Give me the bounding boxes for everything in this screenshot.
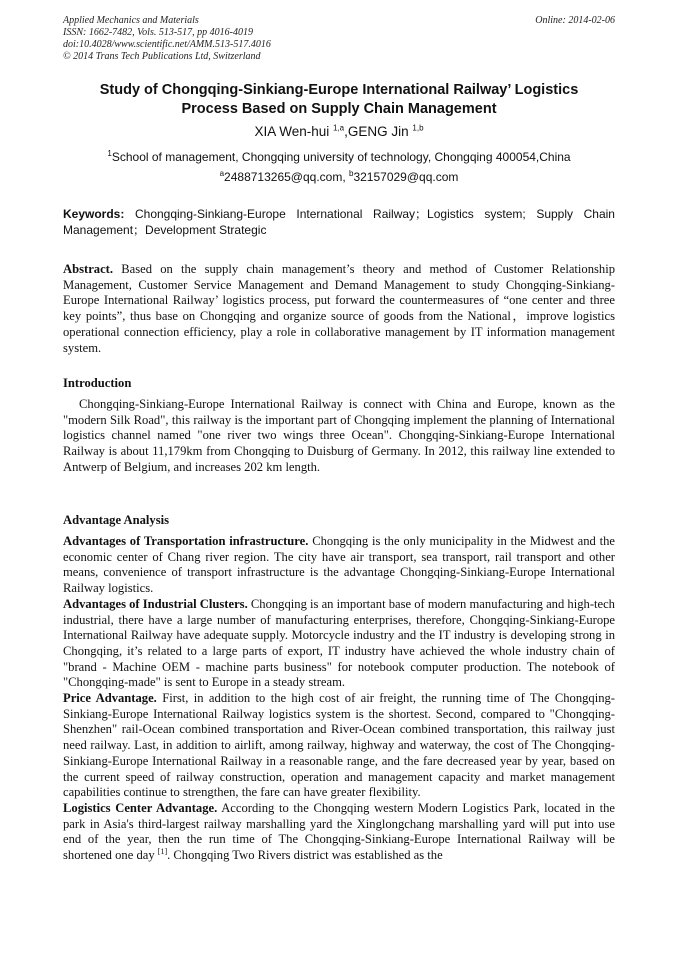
author-2-sup: 1,b [412,123,424,133]
advantage-text: According to the Chongqing western Modern Logistics Park, located in the park in Asia's third-largest railway marshalling yard the Xinglongchang marshalling yard will put into use end of the year, then the run time of The Chongqing-Sinkiang-Europe International Railway will be shortened one day [63,800,615,863]
abstract-block [63,262,615,356]
email-b-sup: b [349,169,354,178]
advantage-section [63,534,615,864]
advantage-paragraph [63,534,615,597]
author-2: GENG Jin [347,124,409,139]
journal-name: Applied Mechanics and Materials [63,15,199,26]
advantage-label: Price Advantage. [63,691,157,706]
author-1-sup: 1,a [333,123,345,133]
issn-line: ISSN: 1662-7482, Vols. 513-517, pp 4016-4019 [63,27,253,38]
affiliation: School of management, Chongqing university of technology, Chongqing 400054,China [111,150,571,164]
paper-title [63,81,615,119]
email-a-sup: a [219,169,225,178]
abstract-text: Based on the supply chain management’s theory and method of Customer Relationship Management, Customer Service Management and Demand Management to study Chongqing-Sinkiang-Europe International Railway’ logistics process, put forward the countermeasures of “one center and three key points”, thus base on Chongqing and organize source of goods from the National，improve logistics operational connection efficiency, play a role in collaborative management by IT information management system. [63,262,615,355]
doi-line: doi:10.4028/www.scientific.net/AMM.513-517.4016 [63,39,271,50]
affiliation-sup: 1 [107,149,112,158]
title-line-1: Study of Chongqing-Sinkiang-Europe International Railway’ Logistics [99,82,579,98]
keywords-block [63,206,615,238]
advantage-paragraph [63,801,615,864]
advantage-paragraph [63,597,615,691]
online-date: Online: 2014-02-06 [535,15,615,26]
keywords-label: Keywords: [63,207,125,221]
email-separator: , [342,170,349,184]
advantage-text: Chongqing is the only municipality in the Midwest and the economic center of Chang river region. The city have air transport, sea transport, rail transport and other means, convenience of transport infrastructure is the advantage Chongqing-Sinkiang-Europe International Railway logistics. [63,534,615,596]
email-a: 2488713265@qq.com [224,170,343,184]
citation-ref: [1] [157,846,168,856]
advantage-label: Logistics Center Advantage. [63,800,218,815]
author-1: XIA Wen-hui [254,124,330,139]
keywords-text: Chongqing-Sinkiang-Europe International Railway；Logistics system; Supply Chain Management；Development Strategic [63,207,615,237]
author-separator: , [344,124,348,139]
email-line [63,170,615,184]
introduction-heading: Introduction [63,376,132,390]
advantage-text: First, in addition to the high cost of air freight, the running time of The Chongqing-Sinkiang-Europe International Railway logistics system is the shortest. Second, compared to "Chongqing-Shenzhen" rail-Ocean combined transportation and River-Ocean combined transportation, this railway just need railway. Last, in addition to airlift, among railway, highway and waterway, the cost of The Chongqing-Sinkiang-Europe International Railway in a reasonable range, and the fare decreased year by year, based on the current speed of railway construction, operation and management capacity and market management capabilities continue to strengthen, the fare can have greater flexibility. [63,691,616,800]
advantage-text-continued: . Chongqing Two Rivers district was established as the [167,848,443,863]
author-line [63,124,615,139]
abstract-label: Abstract. [63,262,114,276]
email-b: 32157029@qq.com [353,170,459,184]
advantage-text: Chongqing is an important base of modern manufacturing and high-tech industrial, there have a large number of manufacturing enterprises, therefore, Chongqing-Sinkiang-Europe International Railway have adequate supply. Motorcycle industry and the IT industry is developing strong in Chongqing, it’s related to a large parts of export, IT industry have achieved the whole industry chain of "brand - Machine OEM - machine parts business" for notebook computer production. The notebook of "Chongqing-made" is sent to Europe in a steady stream. [63,596,615,690]
title-line-2: Process Based on Supply Chain Management [181,101,497,117]
advantage-label: Advantages of Transportation infrastructure. [63,534,309,548]
advantage-paragraph [63,691,615,801]
journal-header [63,15,615,63]
copyright-line: © 2014 Trans Tech Publications Ltd, Switzerland [63,51,261,62]
advantage-label: Advantages of Industrial Clusters. [63,596,248,611]
introduction-paragraph: Chongqing-Sinkiang-Europe International Railway is connect with China and Europe, known as the "modern Silk Road", this railway is the important part of Chongqing implement the planning of International logistics channel named "one river two wings three Ocean". Chongqing-Sinkiang-Europe International Railway is about 11,179km from Chongqing to Duisburg of Germany. In 2012, this railway line extended to Antwerp of Belgium, and increases 202 km length. [63,397,615,474]
advantage-heading: Advantage Analysis [63,513,170,527]
affiliation-line [63,150,615,164]
